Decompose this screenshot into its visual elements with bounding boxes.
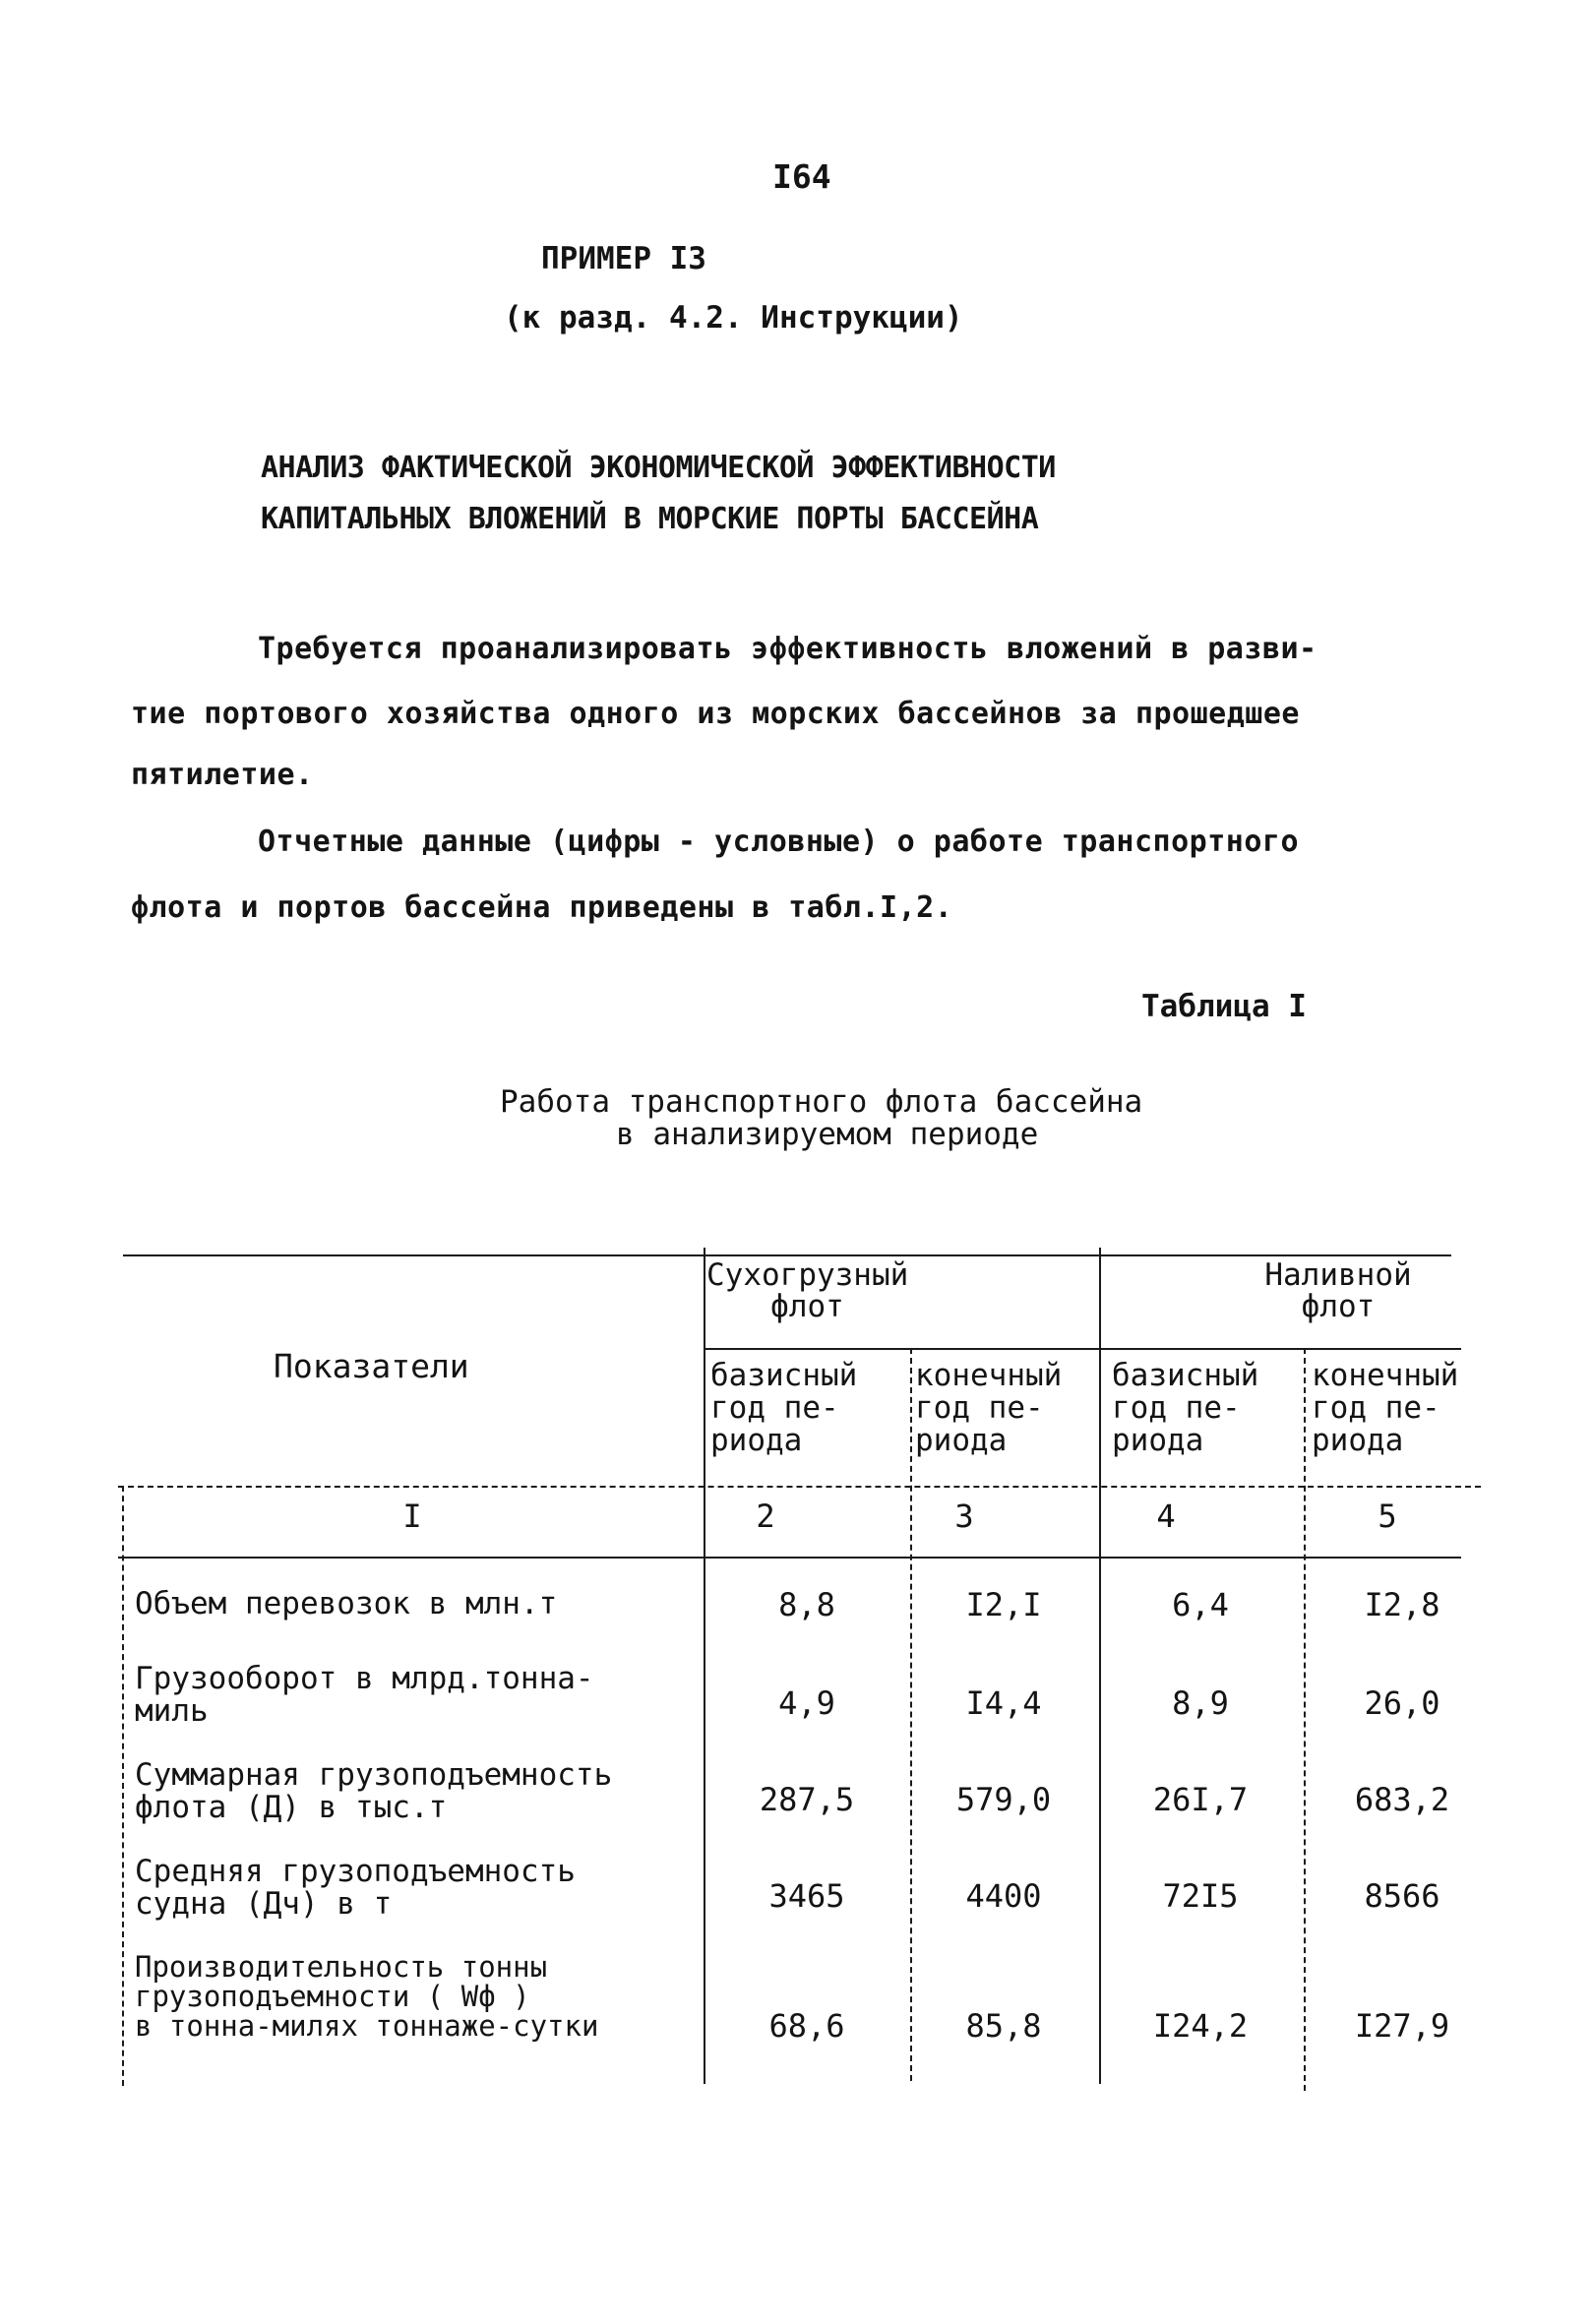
table-number-rule xyxy=(118,1557,1461,1559)
header-subcolumn-4-line-3: риода xyxy=(1312,1423,1404,1458)
table-row-5-value-4: I24,2 xyxy=(1152,2007,1249,2045)
table-row-2-value-4: 8,9 xyxy=(1172,1684,1229,1722)
table-row-4-value-4: 72I5 xyxy=(1162,1877,1239,1915)
table-row-4-value-3: 4400 xyxy=(965,1877,1042,1915)
table-row-2-value-5: 26,0 xyxy=(1364,1684,1440,1722)
table-row-5-label-line-3: в тонна-милях тоннаже-сутки xyxy=(135,2009,599,2043)
table-row-5-label xyxy=(135,1952,598,2041)
column-number-5: 5 xyxy=(1378,1498,1397,1535)
table-row-5-value-5: I27,9 xyxy=(1354,2007,1450,2045)
header-subcolumn-1-line-2: год пе- xyxy=(710,1390,839,1426)
table-row-3-label-line-1: Суммарная грузоподъемность xyxy=(135,1757,613,1793)
table-row-3-label-line-2: флота (Д) в тыс.т xyxy=(135,1790,448,1825)
paragraph-2-line-2: флота и портов бассейна приведены в табл.I,2. xyxy=(131,890,953,925)
table-row-4-value-2: 3465 xyxy=(768,1877,845,1915)
table-row-3-value-4: 26I,7 xyxy=(1152,1781,1249,1818)
table-row-3-label xyxy=(135,1759,612,1824)
header-subcolumn-3 xyxy=(1112,1360,1258,1457)
header-subcolumn-4 xyxy=(1312,1360,1458,1457)
table-row-2-label-line-2: миль xyxy=(135,1693,209,1729)
table-row-5-value-3: 85,8 xyxy=(965,2007,1042,2045)
header-group-tanker-line-1: Наливной xyxy=(1264,1257,1412,1293)
header-subcolumn-4-line-1: конечный xyxy=(1312,1358,1459,1393)
table-caption-line-2: в анализируемом периоде xyxy=(616,1117,1039,1152)
header-group-dry-cargo xyxy=(706,1259,908,1322)
column-number-3: 3 xyxy=(954,1498,974,1535)
table-left-edge xyxy=(122,1486,124,2086)
table-row-3-value-2: 287,5 xyxy=(759,1781,855,1818)
header-subcolumn-3-line-3: риода xyxy=(1112,1423,1204,1458)
table-row-4-value-5: 8566 xyxy=(1364,1877,1440,1915)
table-header-rule xyxy=(118,1486,1481,1488)
table-row-4-label-line-1: Средняя грузоподъемность xyxy=(135,1854,576,1889)
header-group-dry-cargo-line-2: флот xyxy=(770,1289,844,1324)
table-top-rule xyxy=(123,1254,1451,1256)
table-label: Таблица I xyxy=(1141,989,1307,1024)
header-indicators: Показатели xyxy=(274,1347,469,1385)
header-subcolumn-2 xyxy=(915,1360,1062,1457)
table-row-5-label-line-1: Производительность тонны xyxy=(135,1950,548,1984)
paragraph-1-line-3: пятилетие. xyxy=(131,758,314,792)
header-subcolumn-1 xyxy=(710,1360,857,1457)
table-row-2-value-3: I4,4 xyxy=(965,1684,1042,1722)
header-subcolumn-2-line-3: риода xyxy=(915,1423,1008,1458)
table-col-divider-4 xyxy=(1304,1348,1306,2091)
header-group-dry-cargo-line-1: Сухогрузный xyxy=(706,1257,909,1293)
table-row-3-value-3: 579,0 xyxy=(955,1781,1052,1818)
table-row-1-value-4: 6,4 xyxy=(1172,1586,1229,1623)
header-subcolumn-2-line-2: год пе- xyxy=(915,1390,1044,1426)
table-row-1-value-2: 8,8 xyxy=(778,1586,835,1623)
table-row-5-label-line-2: грузоподъемности ( Wф ) xyxy=(135,1980,530,2013)
table-row-1-label-line-1: Объем перевозок в млн.т xyxy=(135,1586,558,1621)
table-row-1-value-5: I2,8 xyxy=(1364,1586,1440,1623)
paragraph-1-line-1: Требуется проанализировать эффективность вложений в разви- xyxy=(258,632,1317,666)
table-row-2-label-line-1: Грузооборот в млрд.тонна- xyxy=(135,1661,594,1696)
table-col-divider-1 xyxy=(704,1248,705,2084)
page-number: I64 xyxy=(772,157,831,196)
section-heading-line-1: АНАЛИЗ ФАКТИЧЕСКОЙ ЭКОНОМИЧЕСКОЙ ЭФФЕКТИВНОСТИ xyxy=(261,451,1056,485)
header-subcolumn-3-line-1: базисный xyxy=(1112,1358,1259,1393)
table-row-2-label xyxy=(135,1663,594,1728)
header-subcolumn-1-line-3: риода xyxy=(710,1423,803,1458)
table-col-divider-3 xyxy=(1099,1248,1101,2084)
header-subcolumn-4-line-2: год пе- xyxy=(1312,1390,1440,1426)
table-group-rule xyxy=(704,1348,1461,1350)
example-title: ПРИМЕР I3 xyxy=(541,241,706,276)
header-subcolumn-1-line-1: базисный xyxy=(710,1358,858,1393)
header-subcolumn-2-line-1: конечный xyxy=(915,1358,1063,1393)
paragraph-2-line-1: Отчетные данные (цифры - условные) о работе транспортного xyxy=(258,825,1300,859)
table-row-1-label xyxy=(135,1588,557,1621)
header-group-tanker xyxy=(1191,1259,1486,1322)
table-row-2-value-2: 4,9 xyxy=(778,1684,835,1722)
table-row-4-label-line-2: судна (Дч) в т xyxy=(135,1886,393,1922)
table-row-4-label xyxy=(135,1856,576,1921)
header-group-tanker-line-2: флот xyxy=(1301,1289,1376,1324)
example-reference: (к разд. 4.2. Инструкции) xyxy=(504,300,963,336)
table-caption-line-1: Работа транспортного флота бассейна xyxy=(500,1084,1143,1120)
column-number-4: 4 xyxy=(1156,1498,1176,1535)
section-heading-line-2: КАПИТАЛЬНЫХ ВЛОЖЕНИЙ В МОРСКИЕ ПОРТЫ БАССЕЙНА xyxy=(261,502,1039,536)
column-number-2: 2 xyxy=(756,1498,775,1535)
table-row-5-value-2: 68,6 xyxy=(768,2007,845,2045)
table-row-1-value-3: I2,I xyxy=(965,1586,1042,1623)
column-number-1: I xyxy=(402,1498,422,1535)
table-row-3-value-5: 683,2 xyxy=(1354,1781,1450,1818)
table-col-divider-2 xyxy=(910,1348,912,2081)
paragraph-1-line-2: тие портового хозяйства одного из морских бассейнов за прошедшее xyxy=(131,697,1300,731)
header-subcolumn-3-line-2: год пе- xyxy=(1112,1390,1241,1426)
